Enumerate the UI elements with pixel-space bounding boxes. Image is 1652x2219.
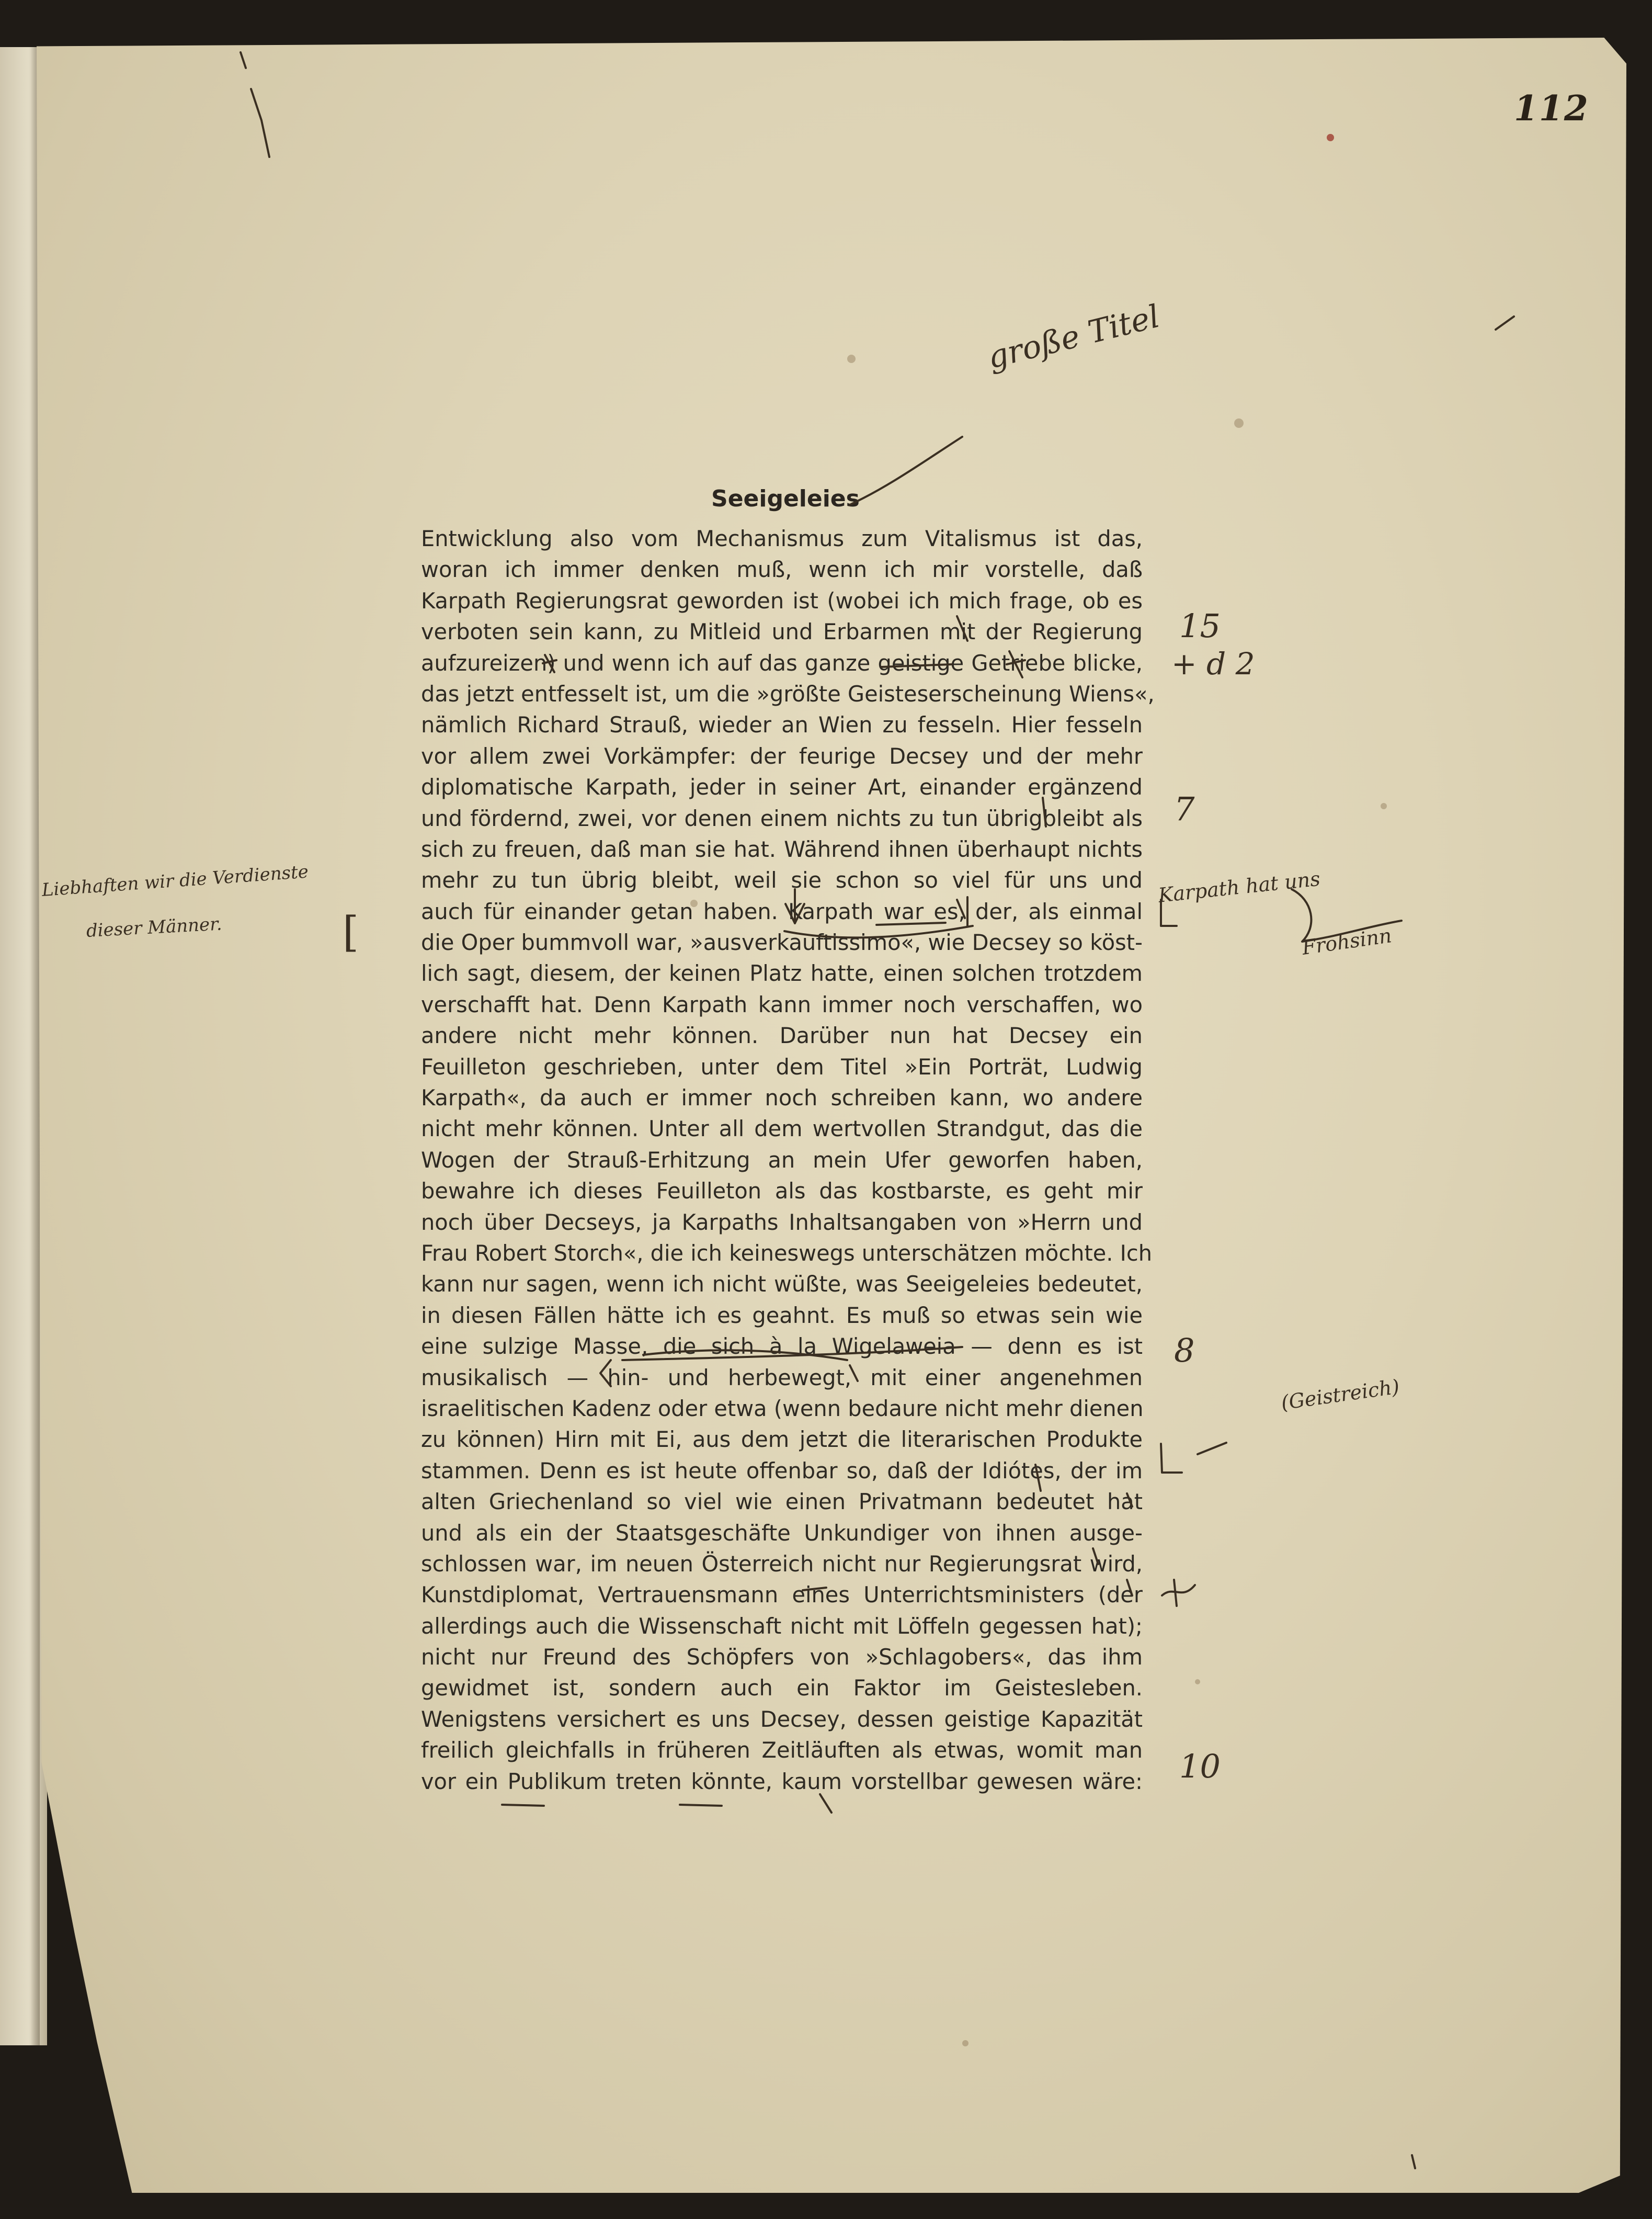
- annotation-margin-10: 10: [1179, 1747, 1221, 1785]
- text-line: Karpath Regierungsrat geworden ist (wobei ich mich frage, ob es: [421, 587, 1143, 614]
- page-title: Seeigeleies: [711, 485, 860, 512]
- paper-stain: [847, 355, 856, 363]
- text-line: stammen. Denn es ist heute offenbar so, daß der Idiótes, der im: [421, 1457, 1143, 1484]
- text-line: die Oper bummvoll war, »ausverkauftissimo«, wie Decsey so köst-: [421, 930, 1143, 956]
- text-line: Feuilleton geschrieben, unter dem Titel »Ein Porträt, Ludwig: [421, 1054, 1143, 1080]
- text-line: Entwicklung also vom Mechanismus zum Vitalismus ist das,: [421, 526, 1143, 551]
- annotation-left-margin-2: dieser Männer.: [85, 913, 223, 942]
- annotation-margin-8: 8: [1174, 1331, 1195, 1369]
- text-line: verschafft hat. Denn Karpath kann immer noch verschaffen, wo: [421, 991, 1143, 1017]
- text-line: allerdings auch die Wissenschaft nicht mit Löffeln gegessen hat);: [421, 1613, 1143, 1639]
- annotation-left-margin-1: Liebhaften wir die Verdienste: [41, 861, 310, 901]
- text-line: schlossen war, im neuen Österreich nicht nur Regierungsrat wird,: [421, 1550, 1143, 1577]
- text-line: lich sagt, diesem, der keinen Platz hatte, einen solchen trotzdem: [421, 960, 1143, 987]
- annotation-margin-frohsinn: Frohsinn: [1300, 924, 1393, 959]
- text-line: auch für einander getan haben. Karpath war es, der, als einmal: [421, 898, 1143, 924]
- paper-stain: [1381, 803, 1387, 809]
- text-line: das jetzt entfesselt ist, um die »größte Geisteserscheinung Wiens«,: [421, 681, 1155, 707]
- text-line: nämlich Richard Strauß, wieder an Wien zu fesseln. Hier fesseln: [421, 712, 1143, 738]
- annotation-margin-karpath: Karpath hat uns: [1157, 867, 1321, 907]
- text-line: diplomatische Karpath, jeder in seiner Art, einander ergänzend: [421, 774, 1143, 800]
- annotation-margin-7: 7: [1174, 790, 1195, 828]
- text-line: und als ein der Staatsgeschäfte Unkundiger von ihnen ausge-: [421, 1520, 1143, 1546]
- text-line: vor ein Publikum treten könnte, kaum vorstellbar gewesen wäre:: [421, 1768, 1143, 1794]
- annotation-left-bracket: [: [343, 908, 359, 956]
- annotation-margin-geistreich: (Geistreich): [1279, 1375, 1401, 1414]
- annotation-top-right: große Titel: [984, 298, 1164, 376]
- text-line: israelitischen Kadenz oder etwa (wenn bedaure nicht mehr dienen: [421, 1395, 1144, 1421]
- text-line: sich zu freuen, daß man sie hat. Während ihnen überhaupt nichts: [421, 836, 1143, 862]
- text-line: alten Griechenland so viel wie einen Privatmann bedeutet hat: [421, 1489, 1143, 1515]
- text-line: mehr zu tun übrig bleibt, weil sie schon so viel für uns und: [421, 867, 1143, 893]
- text-line: bewahre ich dieses Feuilleton als das kostbarste, es geht mir: [421, 1178, 1143, 1204]
- text-line: noch über Decseys, ja Karpaths Inhaltsangaben von »Herrn und: [421, 1209, 1143, 1235]
- text-line: aufzureizen) und wenn ich auf das ganze geistige Getriebe blicke,: [421, 650, 1143, 676]
- text-line: woran ich immer denken muß, wenn ich mir vorstelle, daß: [421, 557, 1143, 583]
- text-line: Wenigstens versichert es uns Decsey, dessen geistige Kapazität: [421, 1706, 1143, 1732]
- text-line: zu können) Hirn mit Ei, aus dem jetzt die literarischen Produkte: [421, 1426, 1143, 1453]
- text-line: verboten sein kann, zu Mitleid und Erbarmen mit der Regierung: [421, 619, 1143, 645]
- text-line: Frau Robert Storch«, die ich keineswegs unterschätzen möchte. Ich: [421, 1240, 1152, 1266]
- text-line: eine sulzige Masse, die sich à la Wigelaweia — denn es ist: [421, 1333, 1143, 1360]
- folio-number: 112: [1514, 88, 1589, 129]
- paper-stain: [1327, 134, 1334, 141]
- text-line: musikalisch — hin- und herbewegt, mit einer angenehmen: [421, 1364, 1143, 1390]
- text-line: nicht mehr können. Unter all dem wertvollen Strandgut, das die: [421, 1116, 1143, 1142]
- text-line: Wogen der Strauß-Erhitzung an mein Ufer geworfen haben,: [421, 1147, 1143, 1173]
- text-line: andere nicht mehr können. Darüber nun hat Decsey ein: [421, 1023, 1143, 1049]
- annotation-margin-15: 15: [1179, 607, 1221, 645]
- text-line: in diesen Fällen hätte ich es geahnt. Es muß so etwas sein wie: [421, 1302, 1143, 1328]
- text-line: Kunstdiplomat, Vertrauensmann eines Unterrichtsministers (der: [421, 1582, 1143, 1608]
- paper-stain: [962, 2040, 969, 2046]
- annotation-margin-plus-d2: + d 2: [1171, 646, 1255, 682]
- paper-stain: [1234, 418, 1244, 428]
- text-line: nicht nur Freund des Schöpfers von »Schlagobers«, das ihm: [421, 1644, 1143, 1670]
- body-text: [421, 523, 1155, 1797]
- text-line: vor allem zwei Vorkämpfer: der feurige Decsey und der mehr: [421, 743, 1143, 769]
- paper-stain: [1195, 1679, 1200, 1684]
- text-line: freilich gleichfalls in früheren Zeitläuften als etwas, womit man: [421, 1737, 1143, 1763]
- text-line: Karpath«, da auch er immer noch schreiben kann, wo andere: [421, 1085, 1143, 1111]
- text-line: und fördernd, zwei, vor denen einem nichts zu tun übrigbleibt als: [421, 805, 1143, 831]
- text-line: kann nur sagen, wenn ich nicht wüßte, was Seeigeleies bedeutet,: [421, 1271, 1143, 1297]
- text-line: gewidmet ist, sondern auch ein Faktor im Geistesleben.: [421, 1675, 1143, 1701]
